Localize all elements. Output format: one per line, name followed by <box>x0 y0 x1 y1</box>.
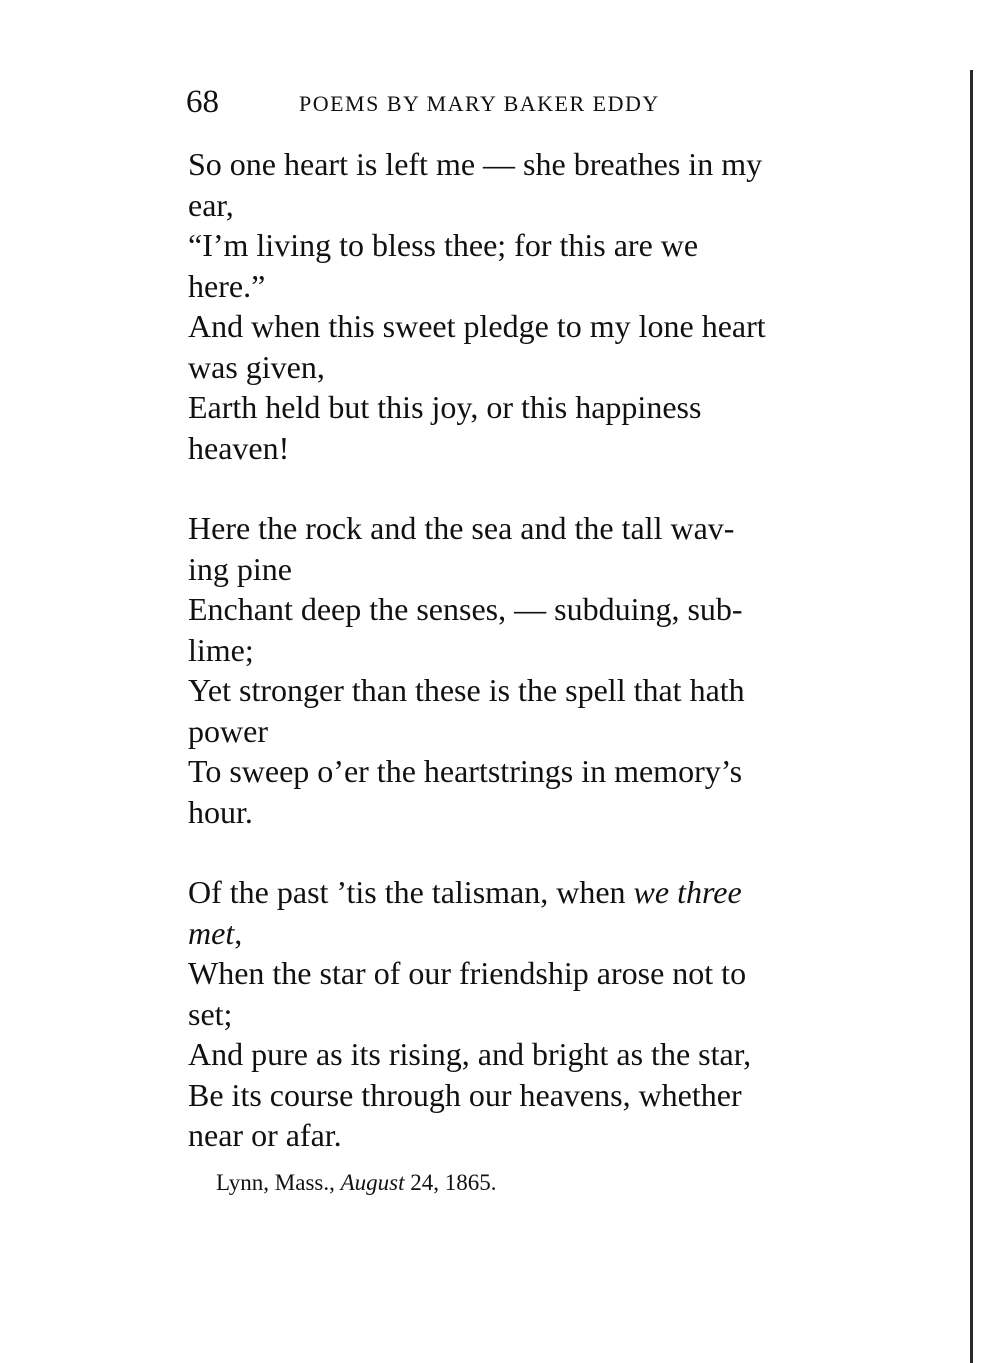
poem-line <box>188 872 860 953</box>
line-text: And pure as its rising, and bright as the star, <box>188 1036 752 1072</box>
poem-line <box>188 508 860 589</box>
line-text: Enchant deep the senses, — subduing, sub- <box>188 591 743 627</box>
dateline-place: Lynn, Mass., <box>216 1170 335 1195</box>
poem-body <box>188 144 860 1156</box>
line-text: Here the rock and the sea and the tall wav- <box>188 510 735 546</box>
running-title: POEMS BY MARY BAKER EDDY <box>299 91 660 116</box>
line-continuation: hour. <box>188 793 253 830</box>
poem-line <box>188 670 860 751</box>
poem-line <box>188 387 860 468</box>
line-text: So one heart is left me — she breathes in my <box>188 146 763 182</box>
line-continuation: here.” <box>188 267 266 304</box>
stanza-1 <box>188 144 860 468</box>
dateline <box>216 1166 496 1200</box>
dateline-month: August <box>340 1170 405 1195</box>
poem-line <box>188 144 860 225</box>
poem-line <box>188 751 860 832</box>
stanza-2 <box>188 508 860 832</box>
line-text: Earth held but this joy, or this happiness <box>188 389 702 425</box>
dateline-day-year: 24, 1865. <box>410 1170 497 1195</box>
poem-line <box>188 225 860 306</box>
line-text-italic: we three <box>633 874 742 910</box>
line-continuation-italic: met <box>188 914 235 951</box>
line-text: Yet stronger than these is the spell that hath <box>188 672 745 708</box>
line-continuation: was given, <box>188 348 325 385</box>
poem-line <box>188 1034 860 1075</box>
line-continuation: set; <box>188 995 233 1032</box>
line-text: Of the past ’tis the talisman, when <box>188 874 634 910</box>
stanza-3 <box>188 872 860 1156</box>
poem-line <box>188 589 860 670</box>
line-continuation-punct: , <box>234 914 243 951</box>
line-continuation <box>188 913 860 954</box>
line-text: To sweep o’er the heartstrings in memory’s <box>188 753 743 789</box>
line-text: And when this sweet pledge to my lone heart <box>188 308 766 344</box>
line-continuation: near or afar. <box>188 1117 342 1153</box>
line-text: When the star of our friendship arose not to <box>188 955 747 991</box>
poem-line <box>188 306 860 387</box>
line-continuation: power <box>188 712 268 749</box>
line-continuation: ing pine <box>188 550 292 587</box>
poem-line <box>188 953 860 1034</box>
poem-line <box>188 1075 860 1156</box>
line-continuation: lime; <box>188 631 254 668</box>
line-continuation: heaven! <box>188 429 290 466</box>
page-edge <box>970 70 973 1363</box>
line-text: “I’m living to bless thee; for this are we <box>188 227 699 263</box>
page-number: 68 <box>186 84 219 120</box>
line-text: Be its course through our heavens, whether <box>188 1076 742 1113</box>
line-continuation: ear, <box>188 186 234 223</box>
